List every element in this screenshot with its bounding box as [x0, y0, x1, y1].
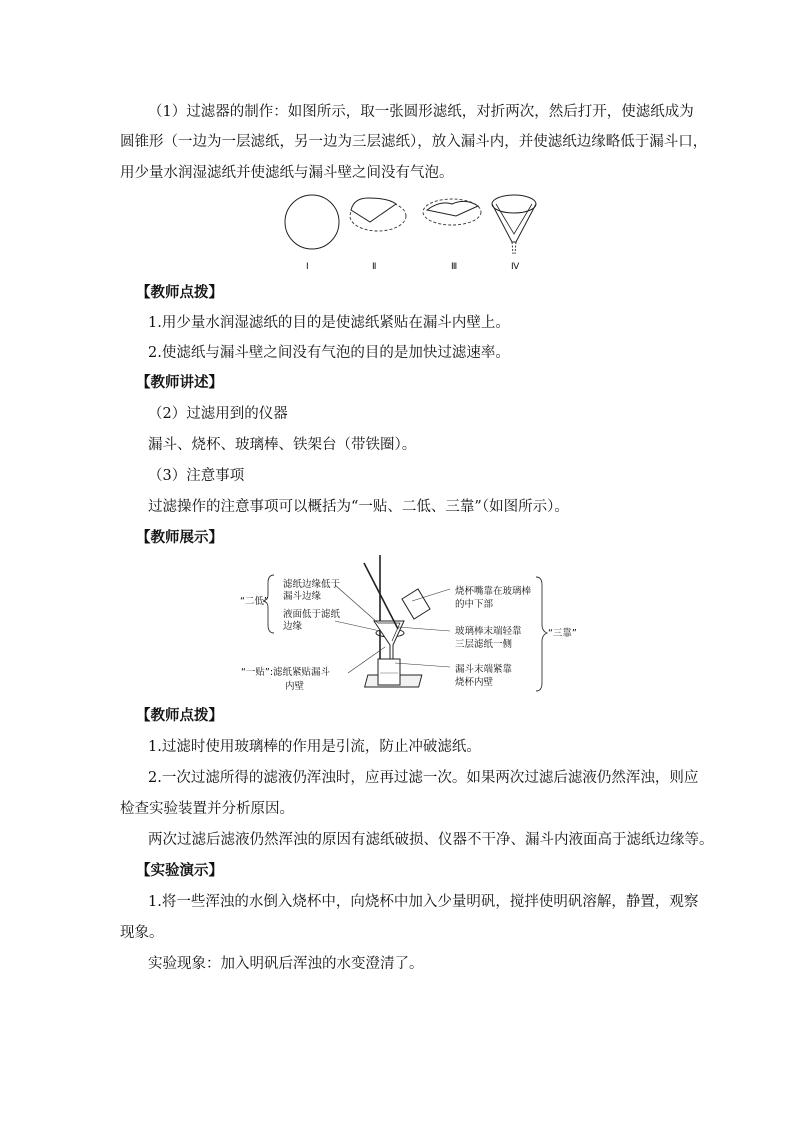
sec2-sub2: （2）过滤用到的仪器 [148, 406, 288, 422]
sec5-item1-line2: 现象。 [120, 925, 164, 941]
sec1-item2: 2.使滤纸与漏斗壁之间没有气泡的目的是加快过滤速率。 [148, 345, 510, 361]
fig1-label-IV: Ⅳ [511, 261, 520, 271]
fig1-quarter-III [427, 201, 478, 216]
fig2-erdi1-line2: 漏斗边缘 [283, 591, 322, 602]
fig2-erdi2-line1: 液面低于滤纸 [283, 609, 341, 620]
fig1-label-II: Ⅱ [372, 261, 377, 271]
sec2-heading: 【教师讲述】 [136, 374, 223, 391]
sec3-heading: 【教师展示】 [136, 529, 223, 546]
fig1-rim-IV [492, 195, 536, 213]
sec4-heading: 【教师点拨】 [136, 707, 223, 724]
fig1-label-I: Ⅰ [306, 261, 309, 271]
sec4-item1: 1.过滤时使用玻璃棒的作用是引流，防止冲破滤纸。 [148, 739, 481, 755]
fig2-erdi1-line1: 滤纸边缘低于 [283, 579, 341, 590]
sec5-item1-line1: 1.将一些浑浊的水倒入烧杯中，向烧杯中加入少量明矾，搅拌使明矾溶解，静置，观察 [148, 894, 699, 910]
fig2-kao1-line2: 的中下部 [455, 599, 494, 610]
fig2-kao3-line1: 漏斗末端紧靠 [455, 664, 513, 675]
sec5-result: 实验现象：加入明矾后浑浊的水变澄清了。 [148, 956, 424, 972]
fig2-erdi2-line2: 边缘 [283, 621, 303, 632]
sec2-instruments: 漏斗、烧杯、玻璃棒、铁架台（带铁圈）。 [148, 437, 417, 453]
fig2-brace-right [536, 577, 547, 691]
sec4-item2-line2: 检查实验装置并分析原因。 [120, 801, 294, 817]
fig2-kao2-line1: 玻璃棒末端轻靠 [455, 626, 522, 637]
fig2-kao2-line2: 三层滤纸一侧 [455, 639, 513, 650]
sec1-item1: 1.用少量水润湿滤纸的目的是使滤纸紧贴在漏斗内壁上。 [148, 315, 510, 331]
fig1-cone-IV [492, 204, 536, 242]
sec4-item2-line1: 2.一次过滤所得的滤液仍浑浊时，应再过滤一次。如果两次过滤后滤液仍然浑浊，则应 [148, 770, 699, 786]
fig2-kao3-line2: 烧杯内壁 [455, 677, 494, 688]
sec2-sub3: （3）注意事项 [148, 468, 245, 484]
fig2-erdi-label: “二低” [240, 596, 269, 607]
sec1-heading: 【教师点拨】 [136, 284, 223, 301]
fig1-half-II [351, 198, 396, 222]
fig2-glass-rod [364, 563, 398, 629]
sec5-heading: 【实验演示】 [136, 862, 223, 879]
fig1-label-III: Ⅲ [451, 261, 458, 271]
fig2-pour-beaker [402, 589, 430, 619]
filter-folding-figure [280, 190, 540, 260]
fig2-kao1-line1: 烧杯嘴靠在玻璃棒 [455, 586, 532, 597]
fig1-paper-IV [496, 204, 532, 234]
fig2-sankao-label: “三靠” [548, 628, 577, 639]
sec4-item3: 两次过滤后滤液仍然浑浊的原因有滤纸破损、仪器不干净、漏斗内液面高于滤纸边缘等。 [148, 832, 714, 848]
para1-line2: 圆锥形（一边为一层滤纸，另一边为三层滤纸），放入漏斗内，并使滤纸边缘略低于漏斗口， [120, 134, 708, 150]
sec2-summary: 过滤操作的注意事项可以概括为“一贴、二低、三靠”（如图所示）。 [148, 499, 569, 515]
fig2-yitie-line1: “一贴”:滤纸紧贴漏斗 [241, 667, 331, 678]
para1-line1: （1）过滤器的制作：如图所示，取一张圆形滤纸，对折两次，然后打开，使滤纸成为 [148, 104, 694, 120]
para1-line3: 用少量水润湿滤纸并使滤纸与漏斗壁之间没有气泡。 [120, 165, 454, 181]
fig2-yitie-line2: 内壁 [285, 681, 305, 692]
fig1-circle-I [285, 195, 339, 249]
